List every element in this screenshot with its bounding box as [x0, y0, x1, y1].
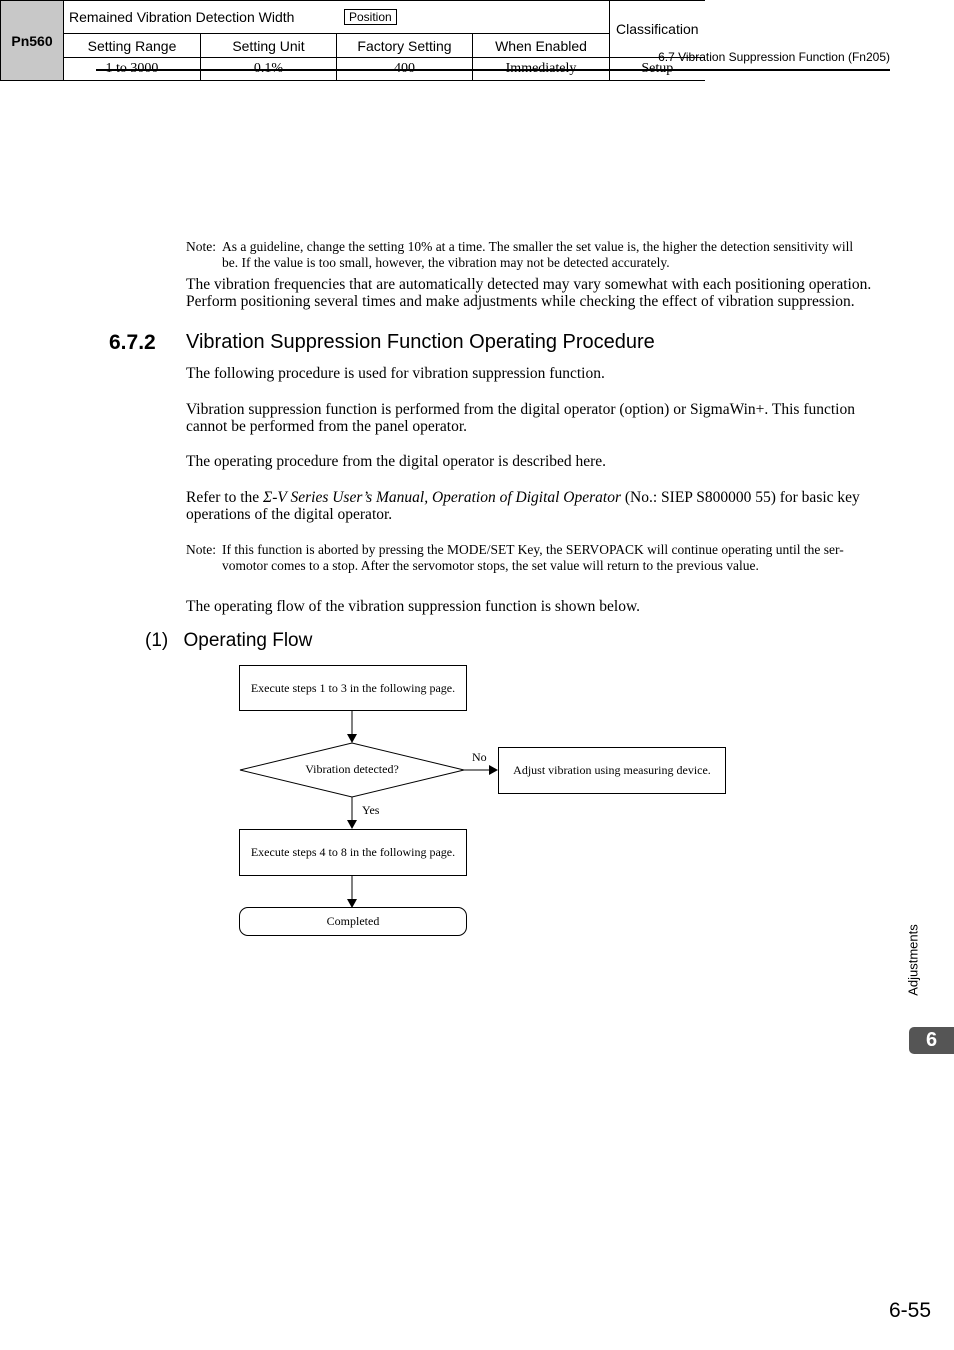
flow-step-2: [239, 829, 467, 876]
flow-decision-text: Vibration detected?: [305, 762, 399, 776]
paragraph-flow-intro: The operating flow of the vibration suppression function is shown below.: [186, 598, 641, 615]
header-setting-range: Setting Range: [64, 34, 201, 58]
page-number: 6-55: [888, 1299, 931, 1322]
flow-no-label: No: [472, 750, 487, 764]
flow-end-text: Completed: [326, 914, 380, 928]
paragraph-digital-operator: The operating procedure from the digital operator is described here.: [186, 453, 607, 470]
note-line-1: As a guideline, change the setting 10% at a time. The smaller the set value is, the higher the detection sensitivity will: [222, 239, 854, 254]
parameter-number: Pn560: [1, 1, 64, 81]
note-line-1: If this function is aborted by pressing the MODE/SET Key, the SERVOPACK will continue operating until the ser-: [222, 542, 844, 557]
flow-end-terminal: [239, 907, 467, 936]
side-section-label: [900, 920, 926, 1000]
subsection-number: (1): [145, 630, 169, 651]
paragraph-line: Vibration suppression function is performed from the digital operator (option) or SigmaWin+. This function: [186, 401, 855, 418]
flow-step-1: [239, 665, 467, 711]
header-when-enabled: When Enabled: [473, 34, 610, 58]
side-label-text: Adjustments: [905, 924, 921, 996]
flow-yes-label: Yes: [362, 803, 380, 817]
chapter-tab: 6: [909, 1027, 954, 1054]
section-title: Vibration Suppression Function Operating Procedure: [186, 331, 655, 353]
note-label: Note:: [186, 239, 216, 254]
paragraph-procedure-intro: The following procedure is used for vibration suppression function.: [186, 365, 605, 382]
reference-prefix: Refer to the: [186, 489, 264, 506]
subsection-title: Operating Flow: [183, 630, 313, 651]
flow-adjust-text: Adjust vibration using measuring device.: [513, 763, 711, 777]
running-header: 6.7 Vibration Suppression Function (Fn205): [658, 50, 890, 64]
paragraph-line: The vibration frequencies that are automatically detected may vary somewhat with each positioning operation.: [186, 276, 872, 293]
arrowhead: [347, 820, 357, 829]
flow-step-2-text: Execute steps 4 to 8 in the following page.: [250, 845, 456, 859]
paragraph-line: cannot be performed from the panel operator.: [186, 418, 468, 435]
manual-title: Σ-V Series User’s Manual, Operation of Digital Operator: [263, 489, 621, 506]
header-factory-setting: Factory Setting: [337, 34, 473, 58]
arrowhead: [347, 734, 357, 743]
note-line-2: vomotor comes to a stop. After the servomotor stops, the set value will return to the previous value.: [222, 558, 759, 573]
header-setting-unit: Setting Unit: [201, 34, 337, 58]
section-number: 6.7.2: [109, 331, 156, 354]
classification-header: Classification: [610, 1, 705, 58]
note-line-2: be. If the value is too small, however, the vibration may not be detected accurately.: [222, 255, 670, 270]
parameter-name: Remained Vibration Detection Width: [69, 9, 295, 25]
position-badge: Position: [344, 9, 397, 25]
reference-suffix: (No.: SIEP S800000 55) for basic key: [621, 489, 860, 506]
note-label: Note:: [186, 542, 216, 557]
flow-step-1-text: Execute steps 1 to 3 in the following page.: [250, 680, 456, 695]
paragraph-line: Perform positioning several times and make adjustments while checking the effect of vibration suppression.: [186, 293, 855, 310]
flow-adjust-step: [498, 747, 726, 794]
paragraph-line: operations of the digital operator.: [186, 506, 393, 523]
arrowhead: [489, 765, 498, 775]
